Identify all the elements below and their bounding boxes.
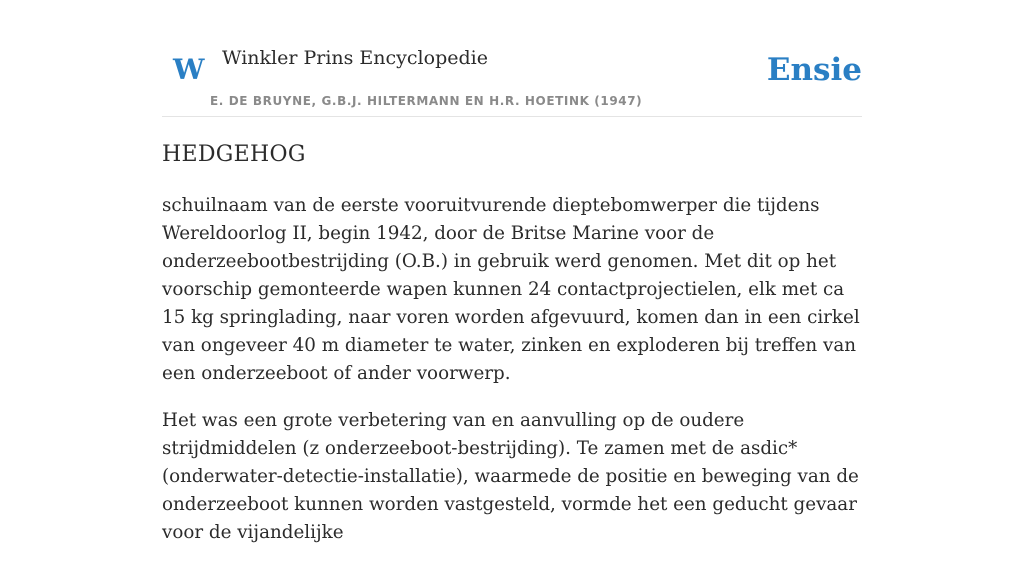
article-body [162, 192, 862, 566]
source-title[interactable]: Winkler Prins Encyclopedie [222, 47, 488, 69]
source-authors: E. DE BRUYNE, G.B.J. HILTERMANN EN H.R. HOETINK (1947) [210, 94, 643, 108]
winkler-prins-logo-icon[interactable]: W [173, 53, 205, 86]
page-header [162, 0, 862, 117]
article-paragraph-1: schuilnaam van de eerste vooruitvurende dieptebomwerper die tijdens Wereldoorlog II, begin 1942, door de Britse Marine voor de onderzeebootbestrijding (O.B.) in gebruik werd genomen. Met dit op het voorschip gemonteerde wapen kunnen 24 contactprojectielen, elk met ca 15 kg springlading, naar voren worden afgevuurd, komen dan in een cirkel van ongeveer 40 m diameter te water, zinken en exploderen bij treffen van een onderzeeboot of ander voorwerp. [162, 195, 860, 384]
article-headword: HEDGEHOG [162, 142, 306, 167]
ensie-brand-link[interactable]: Ensie [766, 52, 862, 88]
article-paragraph-2: Het was een grote verbetering van en aanvulling op de oudere strijdmiddelen (z onderzeeboot-bestrijding). Te zamen met de asdic* (onderwater-detectie-installatie), waarmede de positie en beweging van de onderzeeboot kunnen worden vastgesteld, vormde het een geducht gevaar voor de vijandelijke [162, 410, 859, 543]
